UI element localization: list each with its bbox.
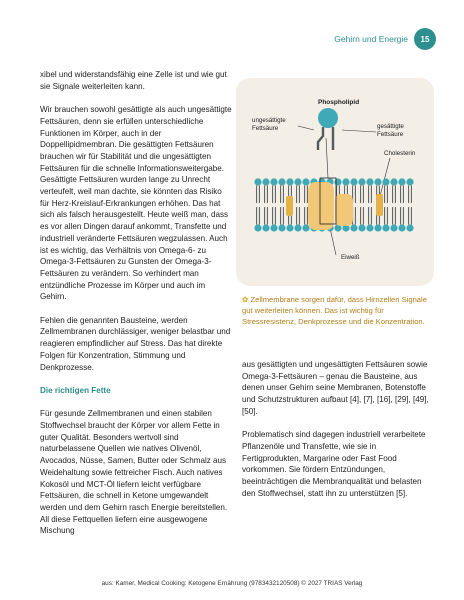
lipid-head [366, 224, 373, 231]
label-saturated-fatty-acid-line1: gesättigte [377, 123, 404, 130]
lipid-head [358, 224, 365, 231]
lipid-head [302, 224, 309, 231]
membrane-figure [236, 78, 434, 286]
section-heading: Die richtigen Fette [40, 385, 111, 395]
lipid-head [286, 224, 293, 231]
lipid-head [270, 178, 277, 185]
lipid-head [406, 178, 413, 185]
lipid-head [390, 178, 397, 185]
label-saturated-fatty-acid-line2: Fettsäure [377, 131, 404, 138]
pointer-line [298, 126, 314, 130]
running-title: Gehirn und Energie [334, 34, 408, 44]
lipid-head [358, 178, 365, 185]
lipid-head [382, 224, 389, 231]
lipid-head [294, 224, 301, 231]
lipid-head [342, 178, 349, 185]
protein-small [335, 194, 353, 226]
pointer-line [326, 138, 328, 178]
lipid-head [278, 224, 285, 231]
lipid-head [398, 224, 405, 231]
lipid-head [286, 178, 293, 185]
protein-large [308, 182, 334, 230]
lipid-head [270, 224, 277, 231]
lipid-head [278, 178, 285, 185]
label-phospholipid: Phospholipid [318, 99, 360, 106]
lipid-head [350, 224, 357, 231]
caption-text: Zellmembrane sorgen dafür, dass Hirnzellen Signale gut weiterleiten können. Das ist wichtig für Stressresistenz, Denkprozesse und die Konzentration. [242, 295, 427, 326]
lipid-head [350, 178, 357, 185]
unsaturated-tail [318, 127, 323, 150]
pointer-line [330, 228, 336, 255]
paragraph: xibel und widerstandsfähig eine Zelle ist und wie gut sie Signale weiterleiten kann. [40, 70, 227, 91]
lipid-head [366, 178, 373, 185]
page-number-badge: 15 [414, 28, 436, 50]
paragraph: Problematisch sind dagegen industriell verarbeitete Pflanzenöle und Transfette, wie sie in Fertigprodukten, Margarine oder Fast Food vorkommen. Sie fördern Entzündungen, beeinträchtigen die Membranqualität und belasten den Stoffwechsel, statt ihn zu unterstützen [5]. [242, 430, 426, 498]
phospholipid-head [318, 108, 338, 128]
lipid-head [262, 224, 269, 231]
membrane-illustration [236, 78, 434, 286]
lipid-head [262, 178, 269, 185]
figure-caption [242, 294, 432, 327]
label-cholesterol: Cholesterin [384, 150, 416, 157]
caption-star-icon: ✿ [242, 295, 249, 304]
label-unsaturated-fatty-acid-line2: Fettsäure [252, 125, 279, 132]
lipid-head [406, 224, 413, 231]
cholesterol-molecule [286, 196, 293, 216]
right-column [242, 359, 430, 511]
paragraph: Wir brauchen sowohl gesättigte als auch ungesättigte Fettsäuren, denn sie erfüllen unterschiedliche Funktionen im Körper, auch in der Doppellipidmembran. Die gesättigten Fettsäuren brauchen wir für Stabilität und die ungesättigten Fettsäuren für die schnelle Informationsweitergabe. Gesättigte Fettsäuren wurden lange zu Unrecht verteufelt, weil man dachte, sie könnten das Risiko für Herz-Kreislauf-Erkrankungen erhöhen. Das hat sich als falsch herausgestellt. Heute weiß man, dass es vor allen Dingen darauf ankommt, Transfette und industriell veränderte Fettsäuren wegzulassen. Auch ist es wichtig, das Verhältnis von Omega-6- zu Omega-3-Fettsäuren zu Gunsten der Omega-3-Fettsäuren zu verändern. So verhindert man entzündliche Prozesse im Körper und auch im Gehirn. [40, 105, 232, 302]
paragraph: Fehlen die genannten Bausteine, werden Zellmembranen durchlässiger, weniger belastbar und reagieren empfindlicher auf Stress. Das hat direkte Folgen für Konzentration, Stimmung und Denkprozesse. [40, 315, 231, 372]
lipid-head [254, 178, 261, 185]
lipid-head [374, 224, 381, 231]
left-column [40, 69, 232, 549]
lipid-head [334, 178, 341, 185]
label-protein: Eiweiß [341, 254, 360, 261]
page-header [334, 28, 436, 50]
lipid-head [398, 178, 405, 185]
lipid-head [382, 178, 389, 185]
pointer-line [342, 130, 376, 132]
paragraph: Für gesunde Zellmembranen und einen stabilen Stoffwechsel braucht der Körper vor allem Fette in guter Qualität. Besonders wertvoll sind naturbelassene Quellen wie natives Olivenöl, Avocados, Nüsse, Samen, Butter oder Schmalz aus Weidehaltung sowie fettreicher Fisch. Auch natives Kokosöl und MCT-Öl liefern leicht verfügbare Fettsäuren, die schnell in Ketone umgewandelt werden und dem Gehirn rasch Energie bereitstellen. All diese Fettquellen liefern eine ausgewogene Mischung [40, 409, 228, 536]
lipid-head [254, 224, 261, 231]
paragraph: aus gesättigten und ungesättigten Fettsäuren sowie Omega-3-Fettsäuren – genau die Bausteine, aus denen unser Gehirn seine Membranen, Botenstoffe und Schutzstrukturen aufbaut [4], [7], [16], [29], [49], [50]. [242, 360, 429, 416]
lipid-head [294, 178, 301, 185]
cholesterol-molecule [376, 194, 383, 216]
label-unsaturated-fatty-acid-line1: ungesättigte [252, 117, 286, 124]
lipid-head [302, 178, 309, 185]
footer-source: aus: Kamer, Medical Cooking: Ketogene Ernährung (9783432120508) © 2027 TRIAS Verlag [101, 580, 363, 587]
lipid-head [390, 224, 397, 231]
lipid-head [374, 178, 381, 185]
